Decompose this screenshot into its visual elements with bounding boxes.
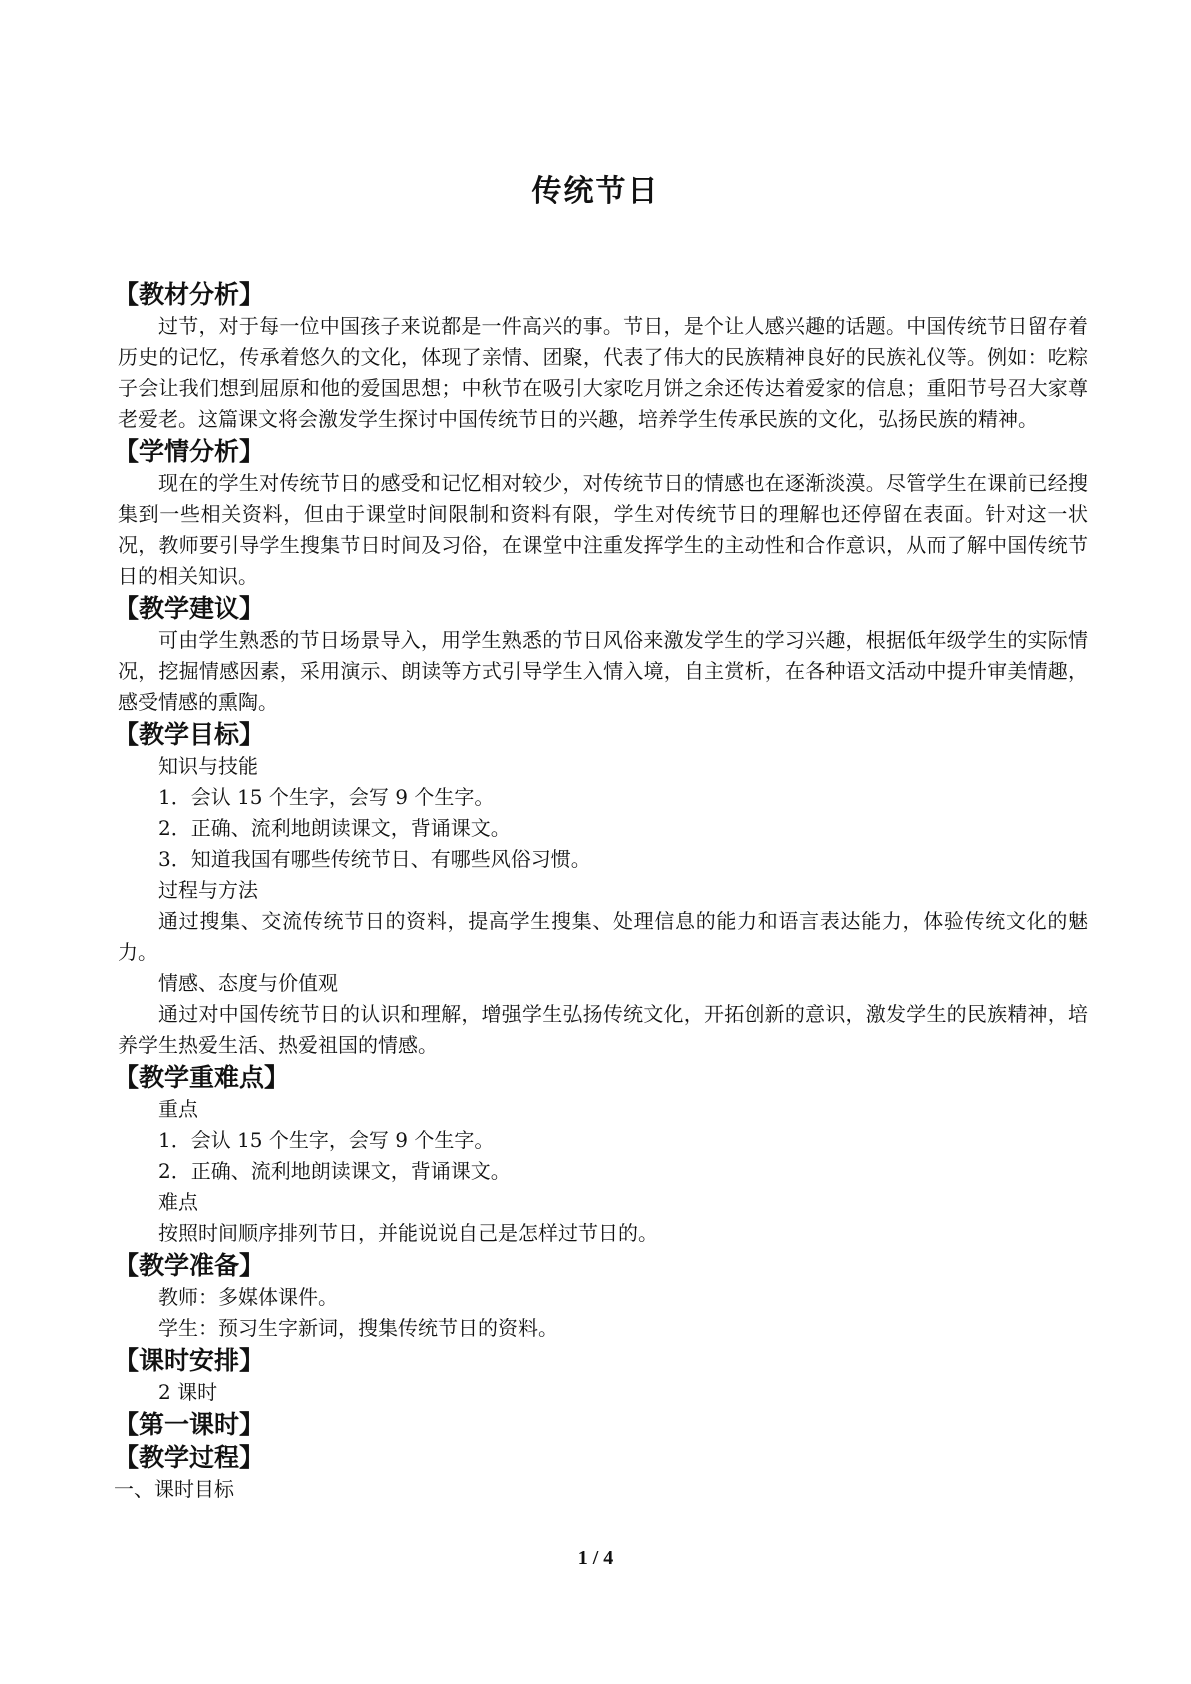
preparation-teacher: 教师：多媒体课件。 [158, 1285, 338, 1309]
section-heading-first-lesson: 【第一课时】 [114, 1410, 265, 1439]
list-item: 1．会认 15 个生字，会写 9 个生字。 [158, 785, 495, 809]
emotion-label: 情感、态度与价值观 [158, 971, 338, 995]
page-number: 1 / 4 [577, 1547, 614, 1569]
section-heading-student-analysis: 【学情分析】 [114, 437, 265, 466]
section-heading-key-points: 【教学重难点】 [114, 1063, 290, 1092]
section-heading-textbook-analysis: 【教材分析】 [114, 280, 265, 309]
difficult-text: 按照时间顺序排列节日，并能说说自己是怎样过节日的。 [158, 1221, 658, 1245]
preparation-student: 学生：预习生字新词，搜集传统节日的资料。 [158, 1316, 558, 1340]
section-heading-teaching-goals: 【教学目标】 [114, 720, 265, 749]
section-heading-process: 【教学过程】 [114, 1443, 265, 1472]
difficult-label: 难点 [158, 1190, 198, 1214]
section-heading-preparation: 【教学准备】 [114, 1251, 265, 1280]
process-first-item: 一、课时目标 [114, 1477, 234, 1501]
emotion-paragraph: 通过对中国传统节日的认识和理解，增强学生弘扬传统文化，开拓创新的意识，激发学生的民族精神，培养学生热爱生活、热爱祖国的情感。 [118, 1002, 1088, 1057]
key-label: 重点 [158, 1097, 198, 1121]
list-item: 2．正确、流利地朗读课文，背诵课文。 [158, 1159, 511, 1183]
section-heading-teaching-suggestions: 【教学建议】 [114, 594, 265, 623]
textbook-analysis-paragraph: 过节，对于每一位中国孩子来说都是一件高兴的事。节日，是个让人感兴趣的话题。中国传统节日留存着历史的记忆，传承着悠久的文化，体现了亲情、团聚，代表了伟大的民族精神良好的民族礼仪等。例如：吃粽子会让我们想到屈原和他的爱国思想；中秋节在吸引大家吃月饼之余还传达着爱家的信息；重阳节号召大家尊老爱老。这篇课文将会激发学生探讨中国传统节日的兴趣，培养学生传承民族的文化，弘扬民族的精神。 [118, 314, 1088, 431]
list-item: 1．会认 15 个生字，会写 9 个生字。 [158, 1128, 495, 1152]
schedule-text: 2 课时 [158, 1380, 218, 1404]
process-label: 过程与方法 [158, 878, 258, 902]
list-item: 3．知道我国有哪些传统节日、有哪些风俗习惯。 [158, 847, 591, 871]
document-body [114, 278, 1088, 1505]
student-analysis-paragraph: 现在的学生对传统节日的感受和记忆相对较少，对传统节日的情感也在逐渐淡漠。尽管学生在课前已经搜集到一些相关资料，但由于课堂时间限制和资料有限，学生对传统节日的理解也还停留在表面。针对这一状况，教师要引导学生搜集节日时间及习俗，在课堂中注重发挥学生的主动性和合作意识，从而了解中国传统节日的相关知识。 [118, 471, 1088, 588]
list-item: 2．正确、流利地朗读课文，背诵课文。 [158, 816, 511, 840]
process-paragraph: 通过搜集、交流传统节日的资料，提高学生搜集、处理信息的能力和语言表达能力，体验传统文化的魅力。 [118, 909, 1088, 964]
knowledge-label: 知识与技能 [158, 754, 258, 778]
section-heading-schedule: 【课时安排】 [114, 1346, 265, 1375]
teaching-suggestions-paragraph: 可由学生熟悉的节日场景导入，用学生熟悉的节日风俗来激发学生的学习兴趣，根据低年级学生的实际情况，挖掘情感因素，采用演示、朗读等方式引导学生入情入境，自主赏析，在各种语文活动中提升审美情趣，感受情感的熏陶。 [118, 628, 1088, 714]
page-title: 传统节日 [531, 174, 660, 209]
